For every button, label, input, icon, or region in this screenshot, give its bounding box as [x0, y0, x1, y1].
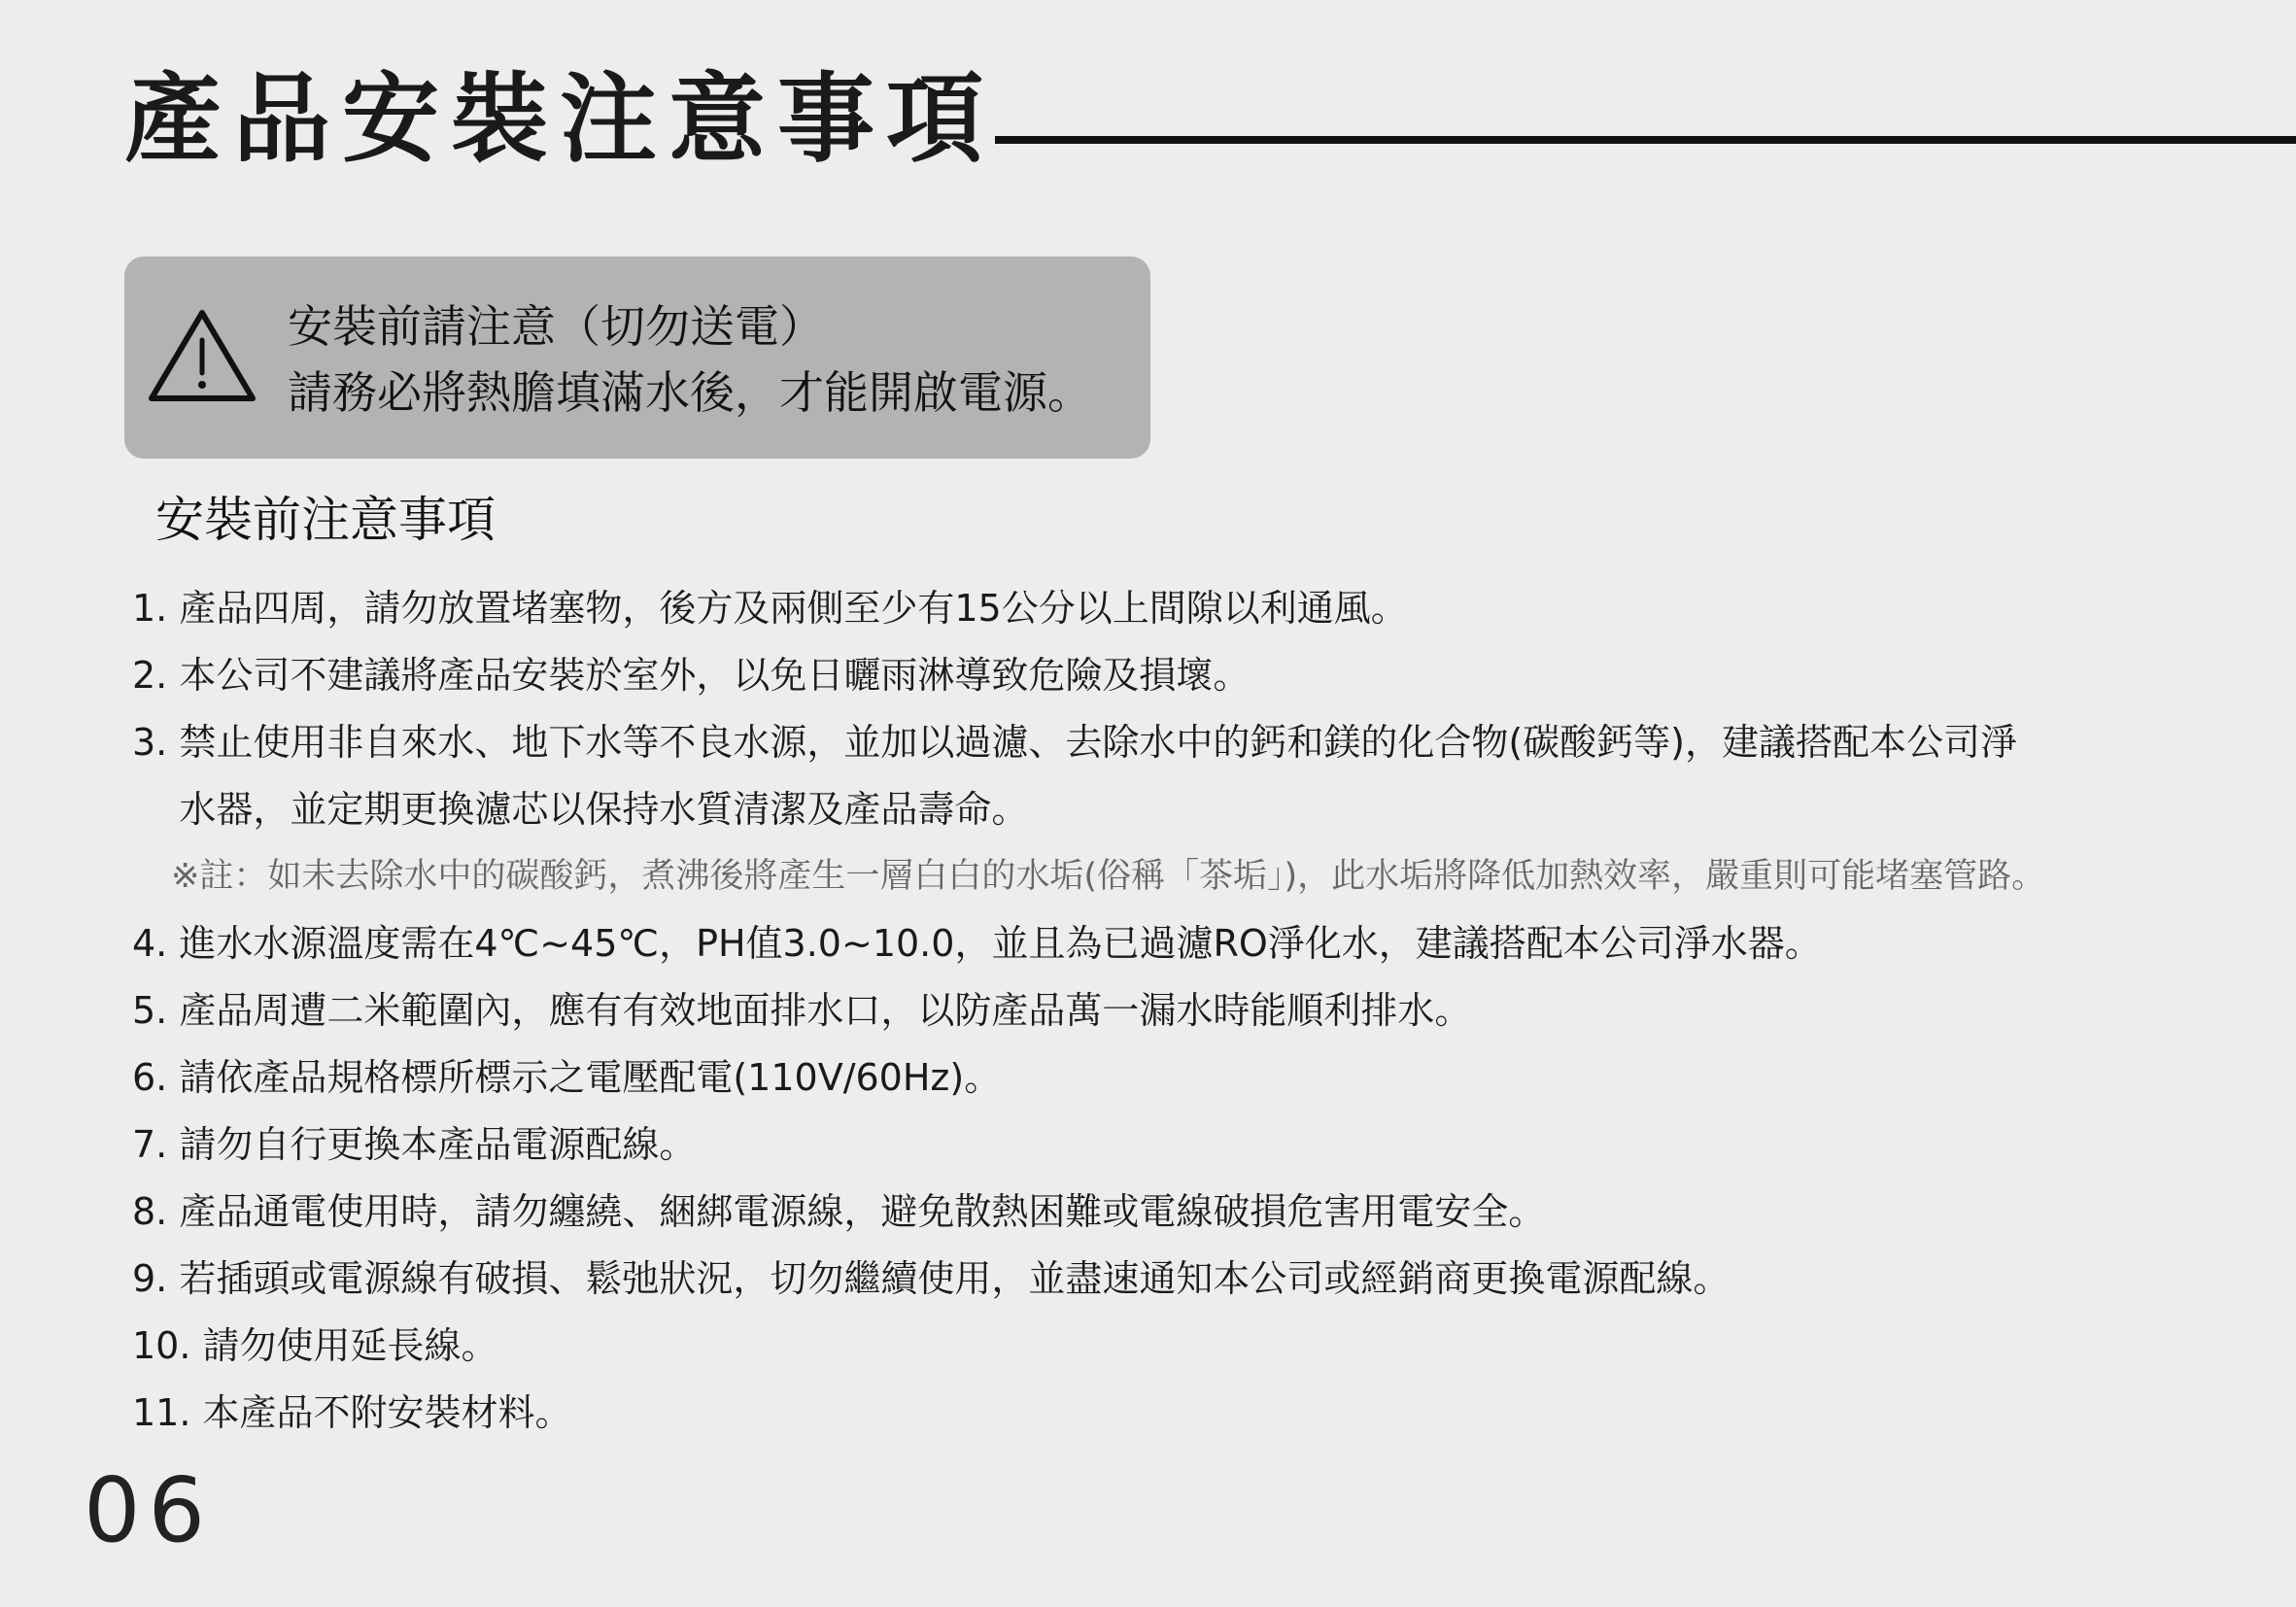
precaution-list — [132, 575, 2270, 1447]
item-number: 4. — [132, 922, 180, 965]
list-item — [132, 1313, 2270, 1380]
item-number: 9. — [132, 1257, 180, 1300]
list-item — [132, 1111, 2270, 1179]
item-text: 產品周遭二米範圍內，應有有效地面排水口，以防產品萬一漏水時能順利排水。 — [179, 989, 1472, 1032]
item-number: 6. — [132, 1056, 180, 1099]
item-text: 請勿自行更換本產品電源配線。 — [179, 1123, 697, 1166]
section-heading: 安裝前注意事項 — [155, 492, 496, 548]
warning-triangle-icon — [146, 305, 258, 406]
item-text-line: 水器，並定期更換濾芯以保持水質清潔及產品壽命。 — [179, 788, 1029, 831]
item-text: 本產品不附安裝材料。 — [202, 1391, 572, 1434]
item-text: 進水水源溫度需在4℃~45℃，PH值3.0~10.0，並且為已過濾RO淨化水，建議搭配本公司淨水器。 — [179, 922, 1822, 965]
title-divider — [995, 136, 2296, 144]
list-item — [132, 977, 2270, 1044]
item-number: 5. — [132, 989, 180, 1032]
list-item — [132, 910, 2270, 977]
warning-box — [124, 256, 1150, 459]
item-number: 8. — [132, 1190, 180, 1233]
warning-line-2: 請務必將熱膽填滿水後，才能開啟電源。 — [288, 366, 1092, 419]
item-number: 7. — [132, 1123, 180, 1166]
item-note: ※註：如未去除水中的碳酸鈣，煮沸後將產生一層白白的水垢(俗稱「茶垢」)，此水垢將降低加熱效率，嚴重則可能堵塞管路。 — [171, 857, 2046, 896]
page-number: 06 — [84, 1458, 214, 1562]
list-item — [132, 642, 2270, 709]
item-text: 本公司不建議將產品安裝於室外，以免日曬雨淋導致危險及損壞。 — [179, 654, 1251, 697]
item-number: 1. — [132, 587, 180, 630]
item-number: 10. — [132, 1324, 203, 1367]
item-text: 產品四周，請勿放置堵塞物，後方及兩側至少有15公分以上間隙以利通風。 — [179, 587, 1408, 630]
list-item — [132, 575, 2270, 642]
item-text — [179, 709, 2017, 843]
list-item — [132, 1044, 2270, 1111]
list-item — [132, 1246, 2270, 1313]
item-text: 請依產品規格標所標示之電壓配電(110V/60Hz)。 — [179, 1056, 1002, 1099]
list-item — [132, 709, 2270, 843]
item-text: 產品通電使用時，請勿纏繞、綑綁電源線，避免散熱困難或電線破損危害用電安全。 — [179, 1190, 1546, 1233]
item-number: 3. — [132, 721, 180, 764]
item-text: 若插頭或電源線有破損、鬆弛狀況，切勿繼續使用，並盡速通知本公司或經銷商更換電源配線。 — [179, 1257, 1731, 1300]
item-text: 請勿使用延長線。 — [202, 1324, 498, 1367]
item-text-line: 禁止使用非自來水、地下水等不良水源，並加以過濾、去除水中的鈣和鎂的化合物(碳酸鈣等)，建議搭配本公司淨 — [179, 721, 2017, 764]
item-number: 11. — [132, 1391, 203, 1434]
list-item — [132, 1179, 2270, 1246]
list-item — [132, 1380, 2270, 1447]
page-title: 產品安裝注意事項 — [124, 62, 995, 176]
item-number: 2. — [132, 654, 180, 697]
warning-line-1: 安裝前請注意（切勿送電） — [288, 300, 824, 353]
